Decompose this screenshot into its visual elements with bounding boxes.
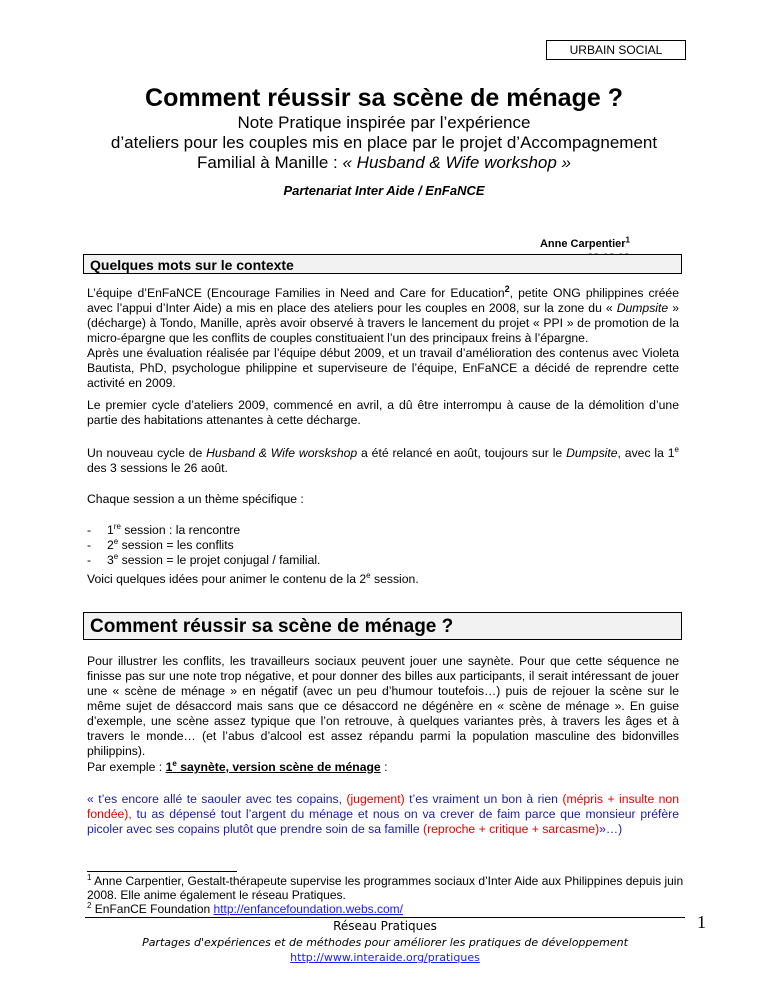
example-colon: : <box>380 760 388 774</box>
author-footnote-ref[interactable]: 1 <box>625 235 630 245</box>
document-title: Comment réussir sa scène de ménage ? <box>145 84 623 112</box>
footnote-ref-2[interactable]: 2 <box>504 283 510 294</box>
session-list <box>87 523 679 568</box>
context-p3-text-b: a été relancé en août, toujours sur le <box>357 446 567 460</box>
context-p3-text-c: , avec la 1 <box>617 446 675 460</box>
footer-url-link[interactable]: http://www.interaide.org/pratiques <box>290 951 480 964</box>
context-p5-text-b: session. <box>370 572 419 586</box>
list-text: session = les conflits <box>118 538 234 552</box>
example-dialogue <box>87 792 679 837</box>
ordinal-sup: e <box>674 444 679 454</box>
page-number: 1 <box>697 912 706 932</box>
context-p1-text-a: L’équipe d’EnFaNCE (Encourage Families in Need and Care for Education <box>87 286 505 300</box>
dumpsite-term-2: Dumpsite <box>566 446 618 460</box>
dialogue-part-3: tu as dépensé tout l’argent du ménage et nous on va crever de faim parce que monsieur préfère picoler avec ses copains plutôt que prendre soin de sa famille <box>87 807 679 836</box>
context-paragraph-4: Chaque session a un thème spécifique : <box>87 492 304 506</box>
author-name-line <box>540 237 630 251</box>
footer-network: Réseau Pratiques <box>333 919 437 933</box>
list-text: session : la rencontre <box>120 523 241 537</box>
list-sup: re <box>113 521 121 531</box>
footer-divider <box>85 917 685 918</box>
subtitle-line-1: Note Pratique inspirée par l’expérience <box>237 113 531 132</box>
list-item-content <box>107 553 320 568</box>
document-subtitle <box>70 113 698 173</box>
context-paragraph-1 <box>87 283 679 391</box>
context-paragraph-3 <box>87 446 679 476</box>
dumpsite-term: Dumpsite <box>616 301 669 315</box>
list-text: session = le projet conjugal / familial. <box>118 553 321 567</box>
footnote-number: 1 <box>87 873 92 882</box>
dialogue-comment-2: (mépris + insulte non fondée), <box>87 792 679 821</box>
context-p5-text-a: Voici quelques idées pour animer le contenu de la 2 <box>87 572 367 586</box>
context-p1-text-c: » (décharge) à Tondo, Manille, après avoir observé à travers le lancement du projet « PPI » de promotion de la micro-épargne que les conflits de couples constituaient l’un des principaux freins à l’épargne. <box>87 301 679 345</box>
scene-paragraph-1: Pour illustrer les conflits, les travailleurs sociaux peuvent jouer une saynète. Pour que cette séquence ne finisse pas sur une note trop négative, et pour donner des billes aux participants, il serait intéressant de jouer une « scène de ménage » en négatif (avec un peu d’humour toutefois…) puis de rejouer la scène sur le même sujet de désaccord mais sans que ce désaccord ne dégénère en « scène de ménage ». En guise d’exemple, une scène assez typique que l’on retrouve, à quelques variantes près, à travers les âges et à travers le monde… (et l’abus d’alcool est assez répandu parmi la population masculine des bidonvilles philippins). <box>87 654 679 758</box>
context-paragraph-2: Le premier cycle d’ateliers 2009, commencé en avril, a dû être interrompu à cause de la démolition d’une partie des habitations attenantes à cette décharge. <box>87 398 679 427</box>
workshop-term: Husband & Wife worskshop <box>206 446 358 460</box>
list-sup: e <box>113 536 119 546</box>
list-item-content <box>107 538 234 553</box>
example-title <box>166 760 381 774</box>
footer-url-wrap <box>87 951 683 964</box>
footnote-2 <box>87 902 687 916</box>
category-tag: URBAIN SOCIAL <box>546 40 686 60</box>
example-title-text: saynète, version scène de ménage <box>176 760 381 774</box>
partnership-line: Partenariat Inter Aide / EnFaNCE <box>283 183 485 198</box>
list-dash: - <box>87 538 92 552</box>
enfance-link[interactable]: http://enfancefoundation.webs.com/ <box>213 902 403 916</box>
context-p1-continued: Après une évaluation réalisée par l’équipe début 2009, et un travail d’amélioration des contenus avec Violeta Bautista, PhD, psychologue philippine et superviseure de l’équipe, EnFaNCE a décidé de reprendre cette activité en 2009. <box>87 346 679 390</box>
subtitle-line-3 <box>70 153 698 173</box>
example-sup: e <box>172 758 177 768</box>
subtitle-line-2: d’ateliers pour les couples mis en place par le projet d’Accompagnement <box>110 133 658 152</box>
workshop-name: « Husband & Wife workshop » <box>342 153 572 172</box>
section-heading-scene: Comment réussir sa scène de ménage ? <box>83 612 682 640</box>
example-number: 1 <box>165 760 173 774</box>
example-heading <box>87 760 679 775</box>
author-name: Anne Carpentier <box>539 238 626 250</box>
list-number: 2 <box>107 538 114 552</box>
ordinal-sup: e <box>366 570 371 580</box>
dialogue-part-1: « t’es encore allé te saouler avec tes copains, <box>87 792 347 806</box>
list-item <box>87 538 679 553</box>
footnote-text: EnFanCE Foundation <box>91 902 214 916</box>
context-p1 <box>87 283 679 346</box>
dialogue-comment-3: (reproche + critique + sarcasme) <box>423 822 600 836</box>
context-p3-text-d: des 3 sessions le 26 août. <box>87 461 228 475</box>
subtitle-line-3-text: Familial à Manille : <box>196 153 343 172</box>
list-item <box>87 553 679 568</box>
dialogue-end: »…) <box>599 822 623 836</box>
list-number: 3 <box>107 553 114 567</box>
dialogue-comment-1: (jugement) <box>346 792 405 806</box>
list-item-content <box>107 523 240 538</box>
example-label: Par exemple : <box>87 760 166 774</box>
context-p1-text-b: , petite ONG philippines créée avec l’appui d’Inter Aide) a mis en place des ateliers pour les couples en 2008, sur la zone du « <box>87 286 679 315</box>
dialogue-part-2: t’es vraiment un bon à rien <box>404 792 563 806</box>
context-paragraph-5 <box>87 572 679 587</box>
footnote-divider <box>87 871 237 872</box>
list-number: 1 <box>107 523 114 537</box>
context-p3-text-a: Un nouveau cycle de <box>87 446 207 460</box>
list-sup: e <box>113 551 119 561</box>
section-heading-context: Quelques mots sur le contexte <box>83 254 682 274</box>
footnote-text: Anne Carpentier, Gestalt-thérapeute supervise les programmes sociaux d’Inter Aide aux Philippines depuis juin 2008. Elle anime également le réseau Pratiques. <box>87 874 684 902</box>
list-item <box>87 523 679 538</box>
footer-tagline: Partages d'expériences et de méthodes pour améliorer les pratiques de développement <box>142 936 628 949</box>
footnote-number: 2 <box>87 901 92 910</box>
footnote-1 <box>87 874 687 902</box>
list-dash: - <box>87 553 92 567</box>
list-dash: - <box>87 523 92 537</box>
